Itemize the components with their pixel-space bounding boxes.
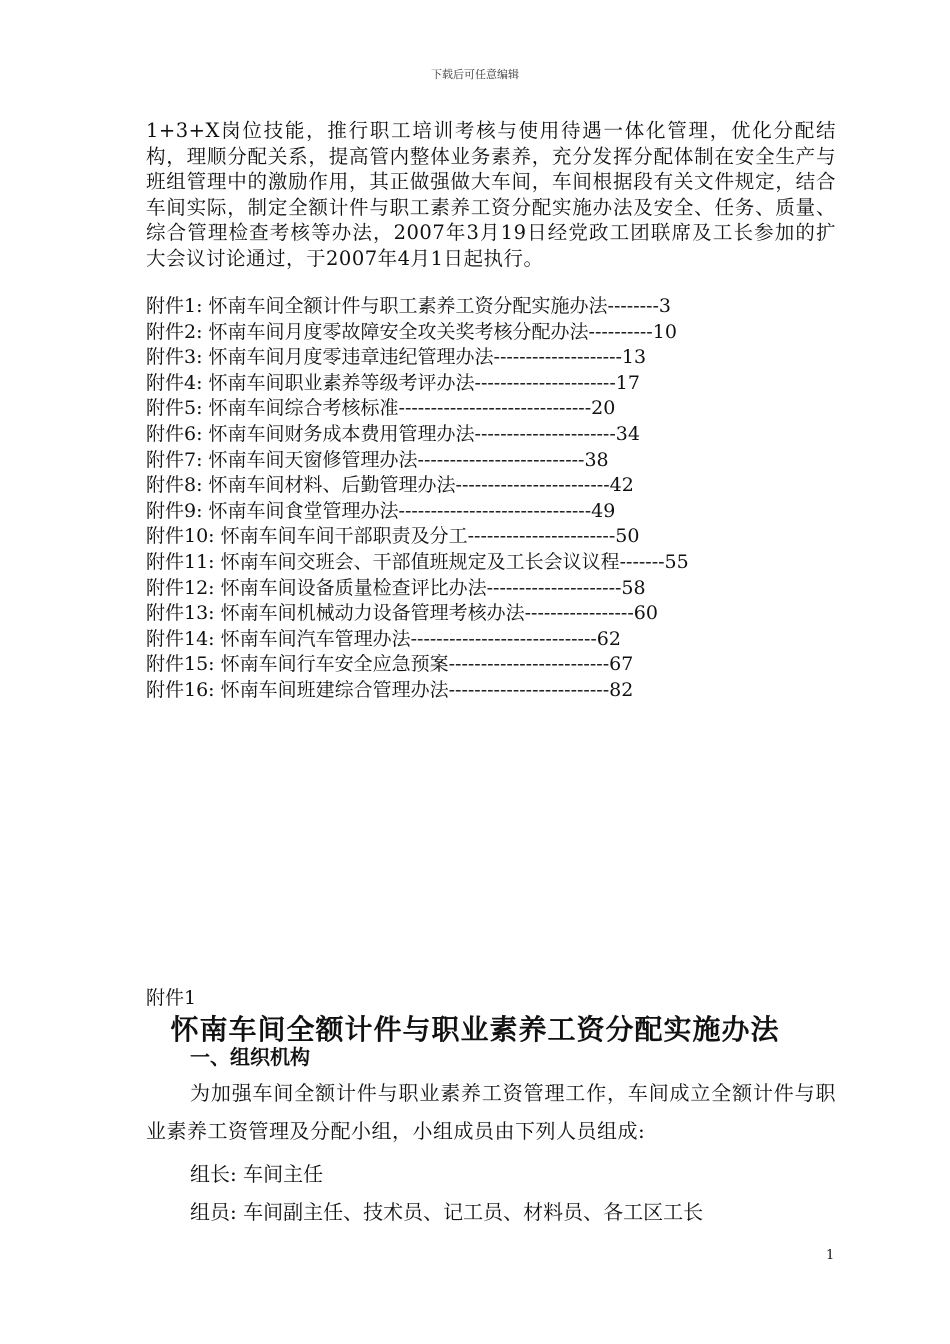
section-heading: 一、组织机构 [190,1045,310,1069]
toc-item: 附件12: 怀南车间设备质量检查评比办法---------------------58 [146,576,646,599]
toc-item: 附件13: 怀南车间机械动力设备管理考核办法-----------------60 [146,602,658,625]
group-members-line: 组员: 车间副主任、技术员、记工员、材料员、各工区工长 [190,1200,704,1224]
toc-item: 附件1: 怀南车间全额计件与职工素养工资分配实施办法--------3 [146,295,671,317]
toc-item: 附件5: 怀南车间综合考核标准------------------------------20 [146,397,616,420]
intro-paragraph: 1+3+X岗位技能，推行职工培训考核与使用待遇一体化管理，优化分配结构，理顺分配关系，提高管内整体业务素养，充分发挥分配体制在安全生产与班组管理中的激励作用，其正做强做大车间，车间根据段有关文件规定，结合车间实际，制定全额计件与职工素养工资分配实施办法及安全、任务、质量、综合管理检查考核等办法，2007年3月19日经党政工团联席及工长参加的扩大会议讨论通过，于2007年4月1日起执行。 [146,119,836,270]
table-of-contents [146,294,836,704]
body-paragraph: 为加强车间全额计件与职业素养工资管理工作，车间成立全额计件与职业素养工资管理及分配小组，小组成员由下列人员组成: [146,1081,836,1143]
toc-item: 附件9: 怀南车间食堂管理办法------------------------------49 [146,499,616,522]
toc-item: 附件8: 怀南车间材料、后勤管理办法------------------------42 [146,474,634,497]
toc-item: 附件16: 怀南车间班建综合管理办法-------------------------82 [146,678,634,701]
group-leader-line: 组长: 车间主任 [190,1162,324,1186]
toc-item: 附件7: 怀南车间天窗修管理办法--------------------------38 [146,448,609,471]
header-note: 下载后可任意编辑 [431,68,519,81]
document-title: 怀南车间全额计件与职业素养工资分配实施办法 [170,1013,780,1046]
toc-item: 附件15: 怀南车间行车安全应急预案-------------------------67 [146,653,634,676]
toc-item: 附件6: 怀南车间财务成本费用管理办法----------------------34 [146,422,640,445]
toc-item: 附件10: 怀南车间车间干部职责及分工-----------------------50 [146,525,640,548]
attachment-label: 附件1 [146,987,197,1009]
toc-item: 附件4: 怀南车间职业素养等级考评办法----------------------17 [146,371,640,394]
page-number: 1 [826,1248,835,1263]
toc-item: 附件2: 怀南车间月度零故障安全攻关奖考核分配办法----------10 [146,320,677,343]
toc-item: 附件11: 怀南车间交班会、干部值班规定及工长会议议程-------55 [146,550,689,573]
toc-item: 附件14: 怀南车间汽车管理办法-----------------------------62 [146,627,621,650]
toc-item: 附件3: 怀南车间月度零违章违纪管理办法--------------------13 [146,346,647,369]
